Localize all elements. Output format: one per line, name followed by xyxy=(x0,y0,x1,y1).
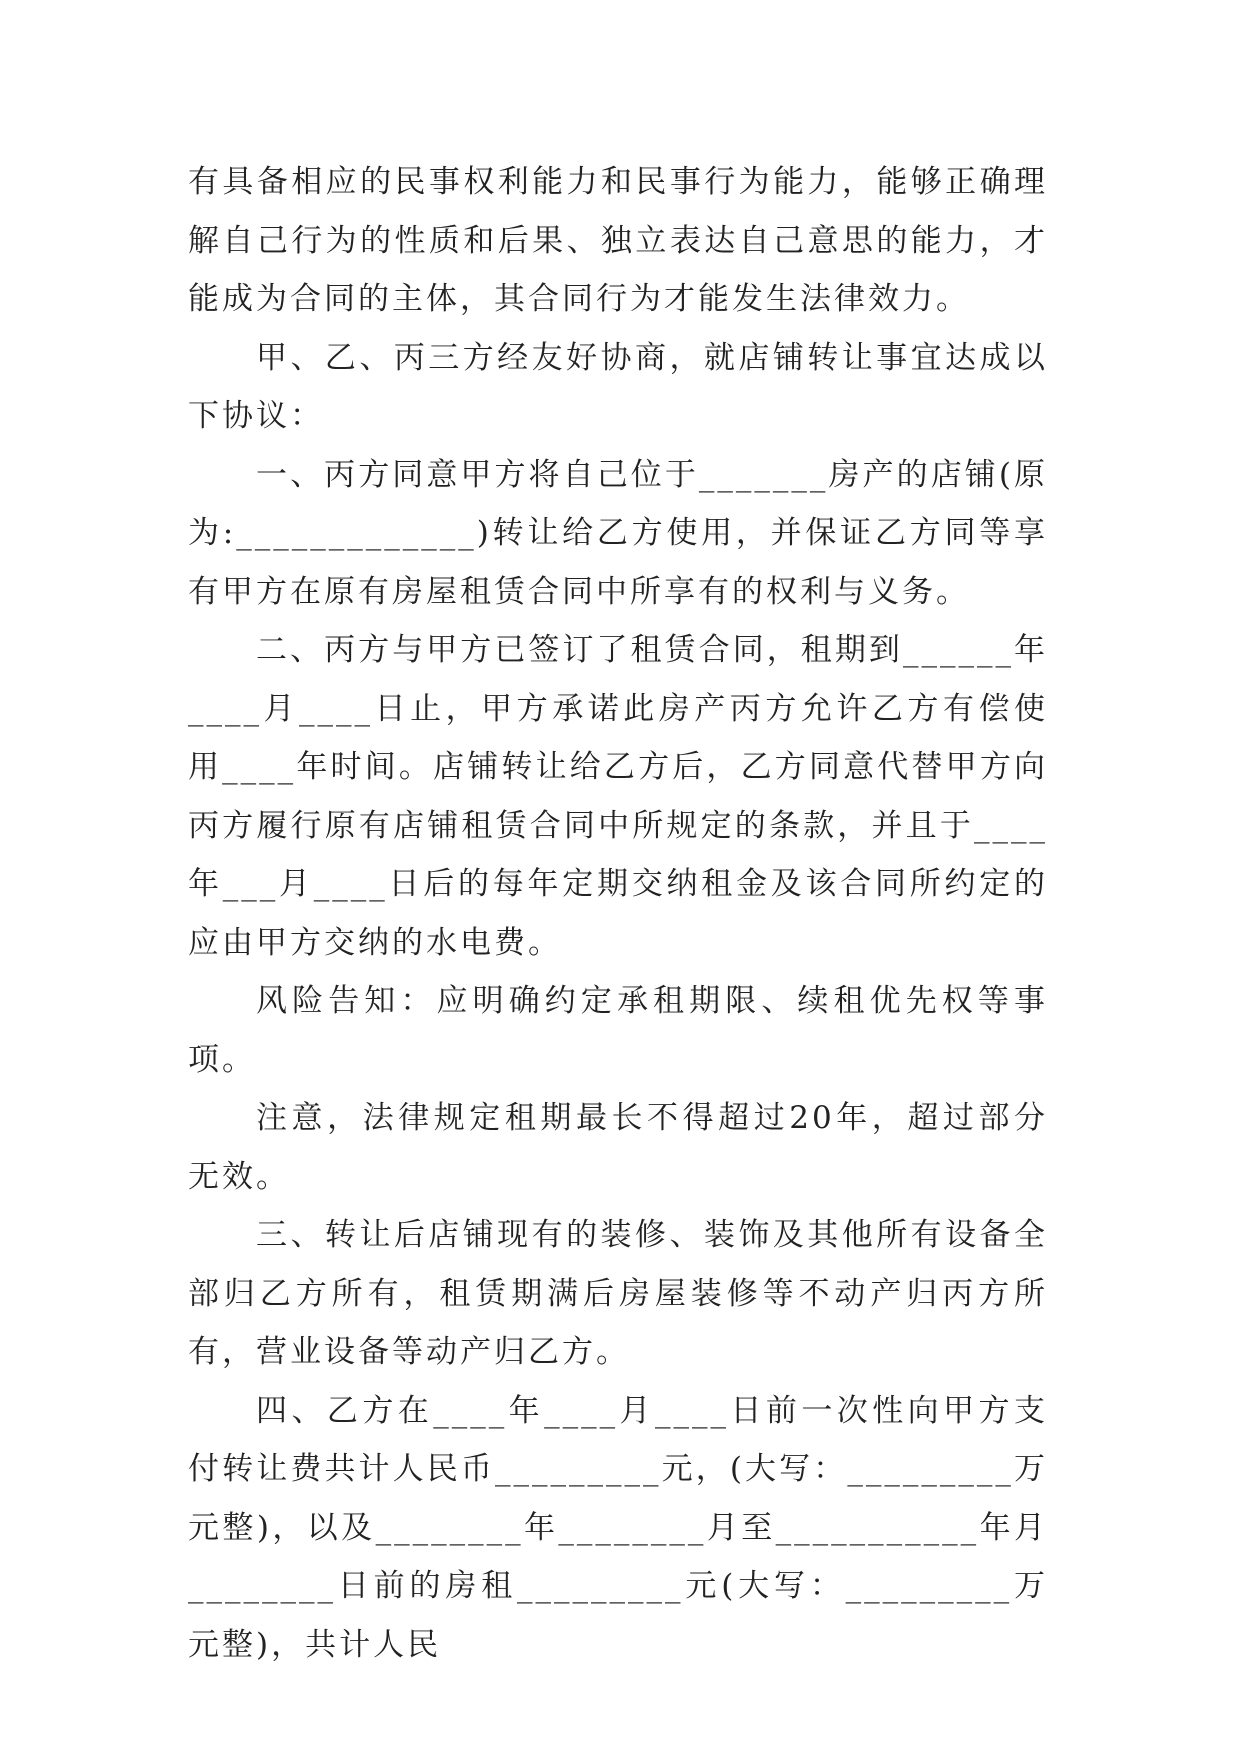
paragraph-clause-1: 一、丙方同意甲方将自己位于_______房产的店铺(原为:_____________)转让给乙方使用，并保证乙方同等享有甲方在原有房屋租赁合同中所享有的权利与义务。 xyxy=(188,456,1048,610)
paragraph-risk-notice: 风险告知：应明确约定承租期限、续租优先权等事项。 xyxy=(188,983,1048,1078)
paragraph-clause-3: 三、转让后店铺现有的装修、装饰及其他所有设备全部归乙方所有，租赁期满后房屋装修等不动产归丙方所有，营业设备等动产归乙方。 xyxy=(188,1217,1048,1370)
paragraph-clause-4: 四、乙方在____年____月____日前一次性向甲方支付转让费共计人民币_________元，(大写：_________万元整)，以及________年________月至___________年月________日前的房租_________元(大写：_________万元整)，共计人民 xyxy=(188,1392,1048,1663)
document-body xyxy=(188,153,1048,1674)
paragraph-agreement-intro: 甲、乙、丙三方经友好协商，就店铺转让事宜达成以下协议： xyxy=(188,339,1048,434)
paragraph-contract-subject: 有具备相应的民事权利能力和民事行为能力，能够正确理解自己行为的性质和后果、独立表达自己意思的能力，才能成为合同的主体，其合同行为才能发生法律效力。 xyxy=(188,164,1048,317)
paragraph-legal-note: 注意，法律规定租期最长不得超过20年，超过部分无效。 xyxy=(188,1100,1048,1195)
paragraph-clause-2: 二、丙方与甲方已签订了租赁合同，租期到______年____月____日止，甲方承诺此房产丙方允许乙方有偿使用____年时间。店铺转让给乙方后，乙方同意代替甲方向丙方履行原有店铺租赁合同中所规定的条款，并且于____年___月____日后的每年定期交纳租金及该合同所约定的应由甲方交纳的水电费。 xyxy=(188,632,1048,961)
